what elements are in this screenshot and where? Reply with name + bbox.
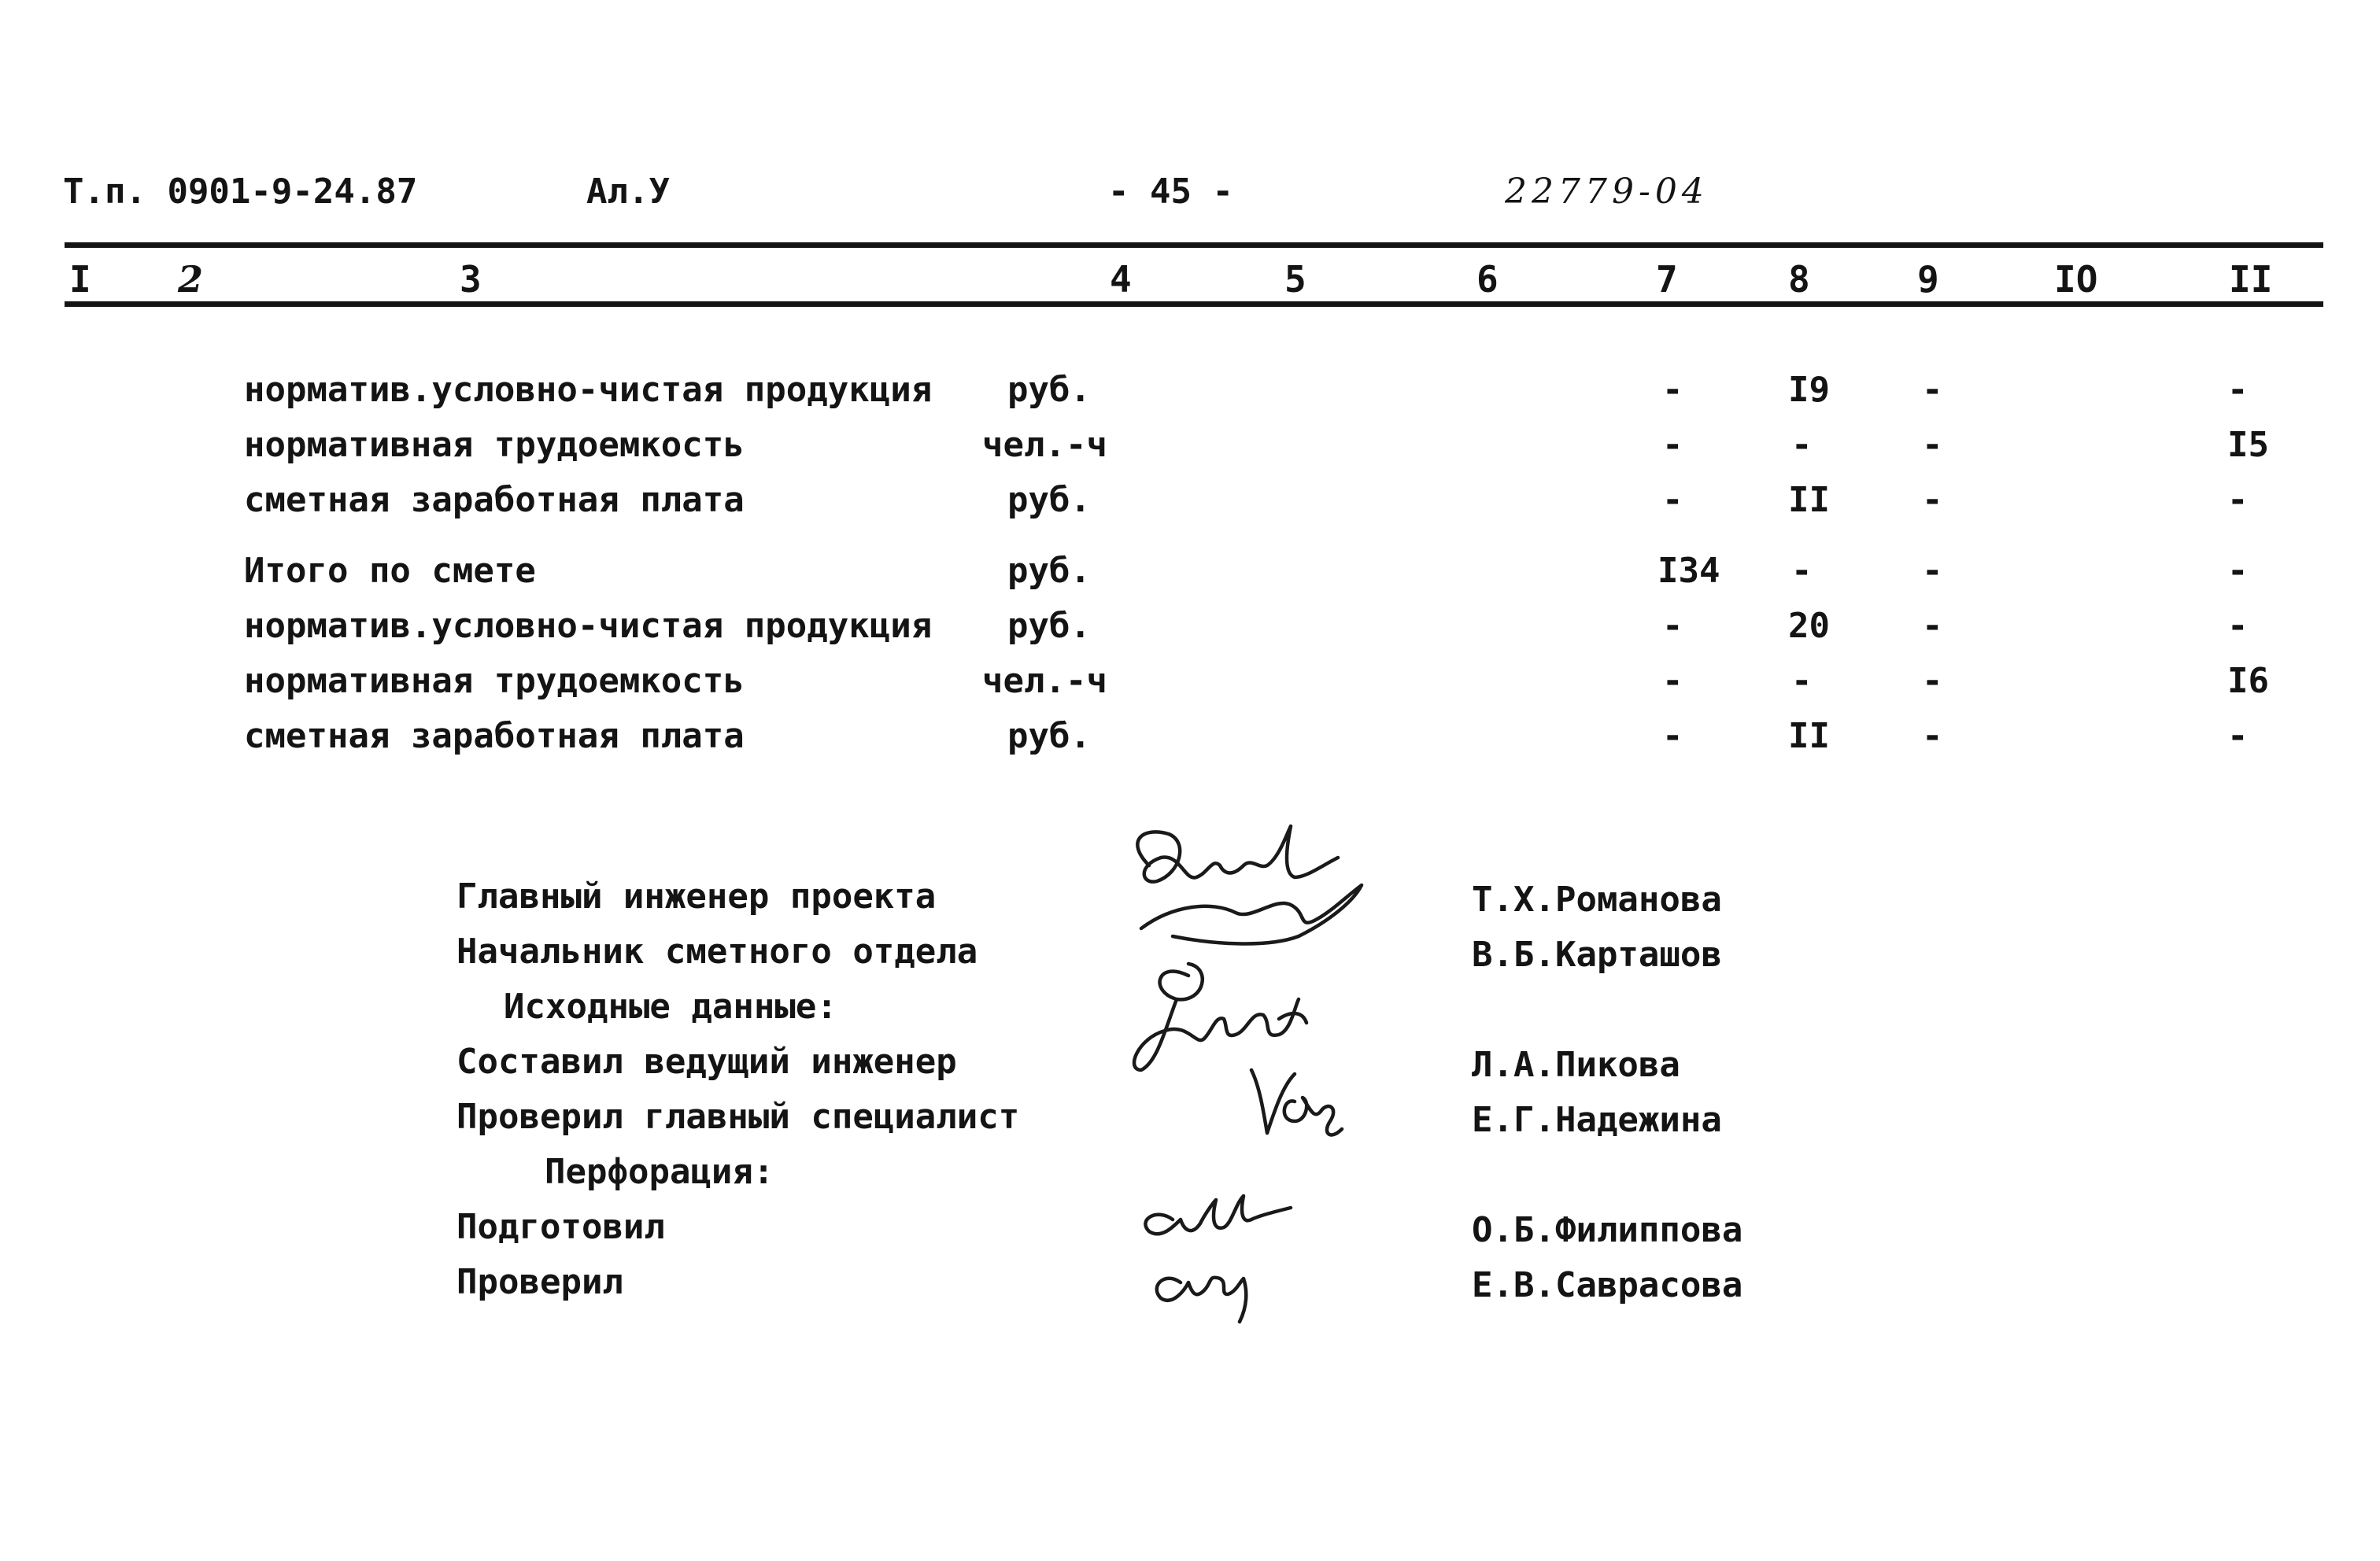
signature-checked (1157, 1278, 1247, 1322)
row-col11: - (2227, 480, 2249, 520)
row-unit: руб. (1007, 606, 1091, 646)
row-col8: II (1788, 716, 1830, 756)
row-col8: I9 (1788, 370, 1830, 410)
table-row (0, 658, 2380, 705)
signature-checked-specialist (1251, 1070, 1342, 1135)
table-row (0, 477, 2380, 524)
row-col8: - (1791, 551, 1813, 591)
row-col9: - (1922, 661, 1943, 701)
chief-engineer-label: Главный инженер проекта (456, 876, 937, 917)
row-col7: - (1662, 370, 1683, 410)
row-col9: - (1922, 480, 1943, 520)
row-unit: руб. (1007, 716, 1091, 756)
row-col11: I6 (2227, 661, 2269, 701)
column-number-3: 3 (460, 258, 482, 301)
table-row-total (0, 548, 2380, 595)
row-name: норматив.условно-чистая продукция (244, 606, 933, 646)
row-unit: руб. (1007, 551, 1091, 591)
prepared-name: О.Б.Филиппова (1472, 1210, 1743, 1250)
column-number-8: 8 (1788, 258, 1810, 301)
column-number-11: II (2229, 258, 2273, 301)
project-code: Т.п. 0901-9-24.87 (63, 172, 418, 212)
compiled-label: Составил ведущий инженер (456, 1042, 957, 1082)
row-name: Итого по смете (244, 551, 536, 591)
column-number-1: I (69, 258, 91, 301)
page-number: - 45 - (1108, 172, 1233, 212)
checked-label: Проверил (456, 1262, 623, 1302)
column-number-2: 2 (178, 258, 209, 301)
row-col8: 20 (1788, 606, 1830, 646)
table-header-rule (65, 301, 2323, 307)
row-unit: чел.-ч (982, 661, 1107, 701)
column-number-7: 7 (1656, 258, 1678, 301)
row-col7: - (1662, 425, 1683, 465)
row-col9: - (1922, 606, 1943, 646)
row-col7: - (1662, 606, 1683, 646)
column-number-5: 5 (1284, 258, 1306, 301)
signature-chief-engineer (1137, 826, 1338, 882)
column-number-6: 6 (1476, 258, 1499, 301)
source-data-heading: Исходные данные: (504, 987, 837, 1027)
handwritten-signatures (1094, 810, 1472, 1345)
row-name: норматив.условно-чистая продукция (244, 370, 933, 410)
checked-specialist-name: Е.Г.Надежина (1472, 1100, 1722, 1140)
row-name: нормативная трудоемкость (244, 425, 745, 465)
table-row (0, 367, 2380, 414)
table-row (0, 713, 2380, 760)
row-col8: - (1791, 661, 1813, 701)
row-col9: - (1922, 425, 1943, 465)
row-col8: - (1791, 425, 1813, 465)
album-label: Ал.У (586, 172, 670, 212)
row-col8: II (1788, 480, 1830, 520)
signature-compiled (1134, 964, 1306, 1070)
row-col7: I34 (1658, 551, 1720, 591)
signature-estimate-head (1141, 885, 1362, 943)
row-unit: руб. (1007, 370, 1091, 410)
row-col7: - (1662, 661, 1683, 701)
row-col11: I5 (2227, 425, 2269, 465)
estimate-head-name: В.Б.Карташов (1472, 935, 1722, 975)
estimate-head-label: Начальник сметного отдела (456, 932, 978, 972)
row-col11: - (2227, 370, 2249, 410)
row-col11: - (2227, 716, 2249, 756)
column-number-4: 4 (1110, 258, 1132, 301)
column-number-10: IO (2054, 258, 2098, 301)
document-number: 22779-04 (1505, 172, 1709, 212)
table-row (0, 422, 2380, 469)
signature-prepared (1145, 1196, 1291, 1234)
row-col7: - (1662, 716, 1683, 756)
chief-engineer-name: Т.Х.Романова (1472, 880, 1722, 920)
row-unit: руб. (1007, 480, 1091, 520)
row-col9: - (1922, 551, 1943, 591)
row-col7: - (1662, 480, 1683, 520)
compiled-name: Л.А.Пикова (1472, 1045, 1680, 1085)
row-name: нормативная трудоемкость (244, 661, 745, 701)
table-top-rule (65, 242, 2323, 248)
row-name: сметная заработная плата (244, 480, 745, 520)
row-col9: - (1922, 370, 1943, 410)
row-unit: чел.-ч (982, 425, 1107, 465)
checked-name: Е.В.Саврасова (1472, 1265, 1743, 1305)
row-name: сметная заработная плата (244, 716, 745, 756)
checked-specialist-label: Проверил главный специалист (456, 1097, 1020, 1137)
row-col11: - (2227, 551, 2249, 591)
perforation-heading: Перфорация: (545, 1152, 774, 1192)
prepared-label: Подготовил (456, 1207, 665, 1247)
row-col9: - (1922, 716, 1943, 756)
column-number-9: 9 (1917, 258, 1939, 301)
row-col11: - (2227, 606, 2249, 646)
table-row (0, 603, 2380, 650)
